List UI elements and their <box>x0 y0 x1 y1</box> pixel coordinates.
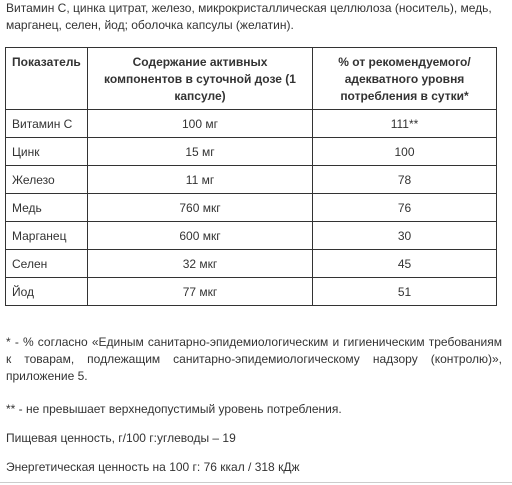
header-percent: % от рекомендуемого/ адекватного уровня потребления в сутки* <box>313 48 497 110</box>
row-name: Йод <box>6 278 88 306</box>
row-amount: 100 мг <box>88 110 313 138</box>
row-amount: 600 мкг <box>88 222 313 250</box>
table-row <box>6 110 497 138</box>
footnote-sanitary-requirements: * - % согласно «Единым санитарно-эпидемиологическим и гигиеническим требованиям к товарам, подлежащим санитарно-эпидемиологическому надзору (контролю)», приложение 5. <box>6 335 502 383</box>
row-percent: 51 <box>313 278 497 306</box>
table-row <box>6 194 497 222</box>
energy-value: Энергетическая ценность на 100 г: 76 ккал / 318 кДж <box>6 460 300 474</box>
nutrition-table <box>5 47 497 306</box>
row-name: Цинк <box>6 138 88 166</box>
row-percent: 45 <box>313 250 497 278</box>
row-percent: 30 <box>313 222 497 250</box>
header-content: Содержание активных компонентов в суточной дозе (1 капсуле) <box>88 48 313 110</box>
table-row <box>6 138 497 166</box>
row-amount: 11 мг <box>88 166 313 194</box>
table-row <box>6 250 497 278</box>
row-percent: 76 <box>313 194 497 222</box>
row-amount: 15 мг <box>88 138 313 166</box>
row-name: Железо <box>6 166 88 194</box>
row-name: Витамин С <box>6 110 88 138</box>
table-row <box>6 278 497 306</box>
row-amount: 77 мкг <box>88 278 313 306</box>
composition-text: Витамин С, цинка цитрат, железо, микрокристаллическая целлюлоза (носитель), медь, марганец, селен, йод; оболочка капсулы (желатин). <box>6 1 492 32</box>
row-percent: 111** <box>313 110 497 138</box>
row-amount: 32 мкг <box>88 250 313 278</box>
row-name: Медь <box>6 194 88 222</box>
row-name: Селен <box>6 250 88 278</box>
table-header-row <box>6 48 497 110</box>
header-indicator: Показатель <box>6 48 88 110</box>
table-row <box>6 222 497 250</box>
nutritional-value: Пищевая ценность, г/100 г:углеводы – 19 <box>6 431 236 445</box>
row-name: Марганец <box>6 222 88 250</box>
footnote-upper-limit: ** - не превышает верхнедопустимый уровень потребления. <box>6 402 342 416</box>
row-percent: 100 <box>313 138 497 166</box>
row-percent: 78 <box>313 166 497 194</box>
table-row <box>6 166 497 194</box>
row-amount: 760 мкг <box>88 194 313 222</box>
bottom-divider <box>0 482 512 483</box>
